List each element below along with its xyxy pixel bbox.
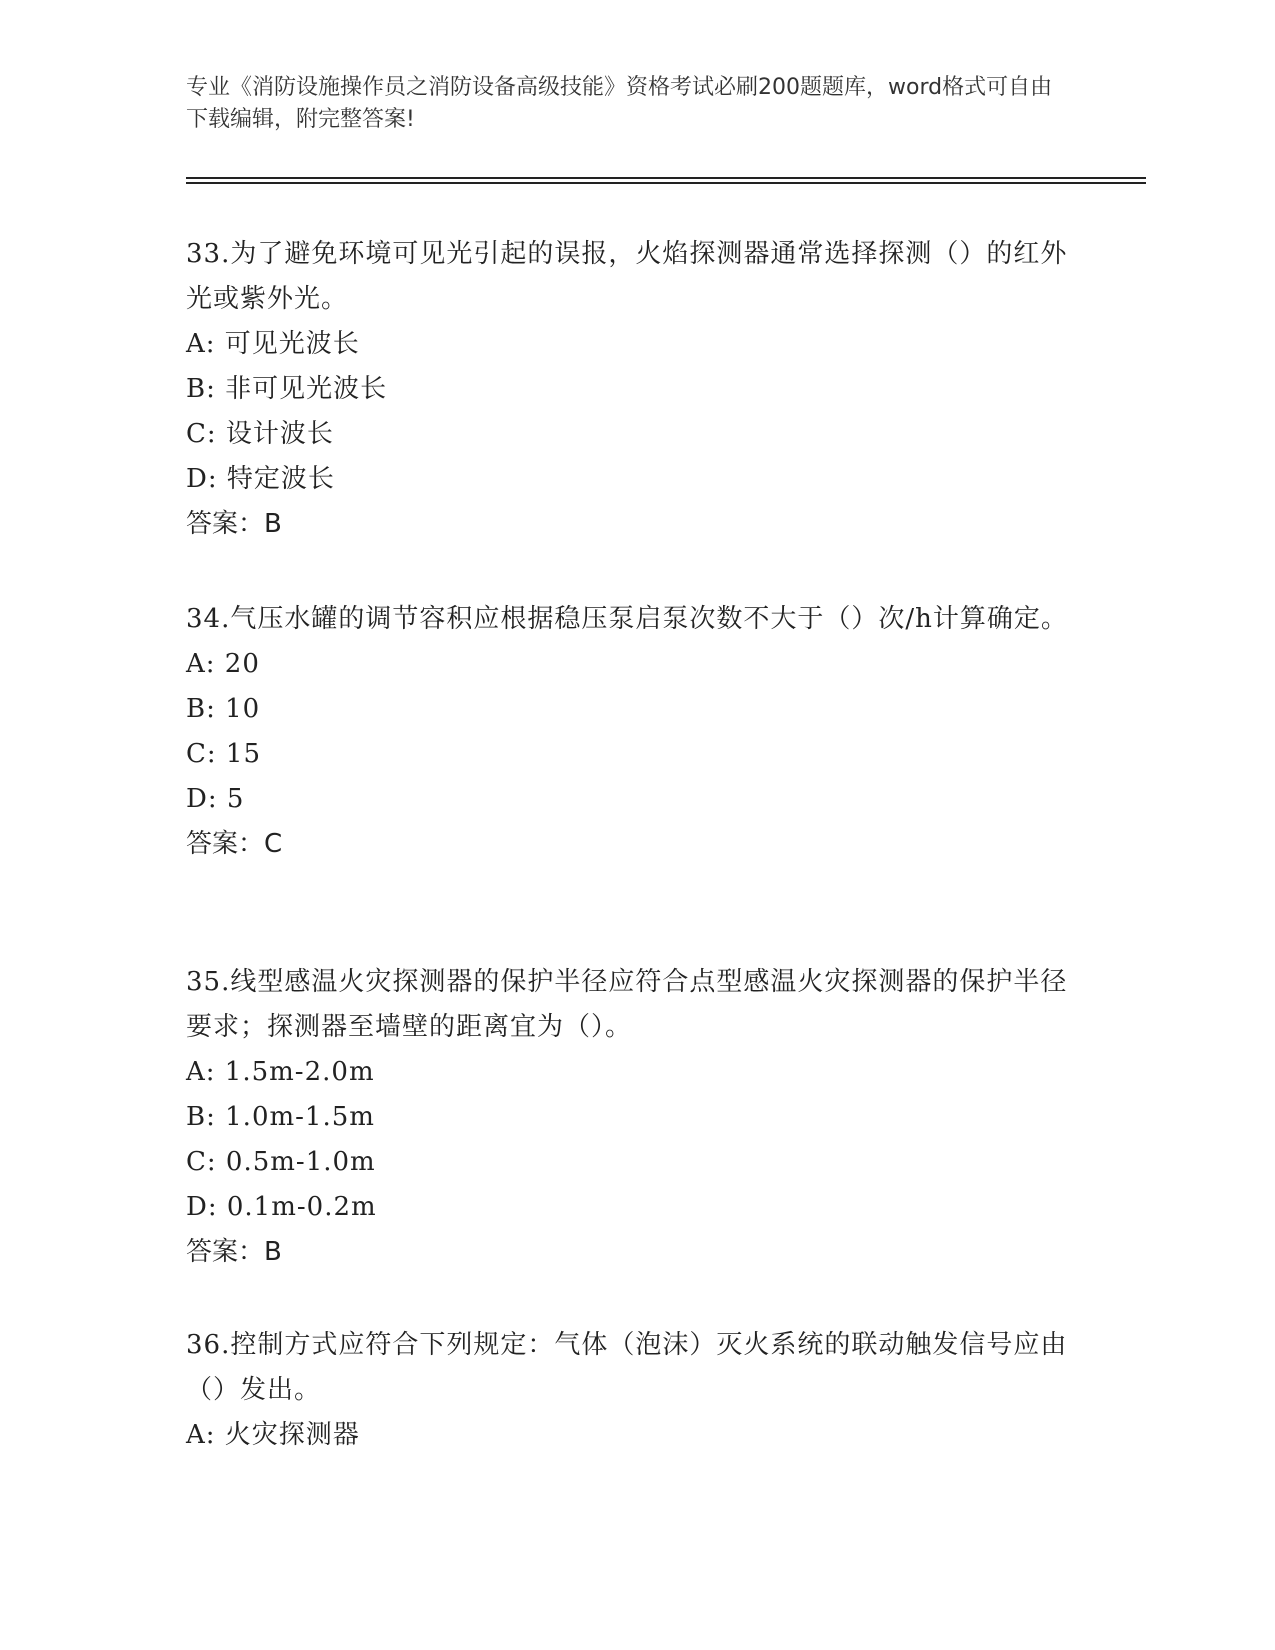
- question-33: [186, 232, 1086, 547]
- option-a: A: 20: [186, 649, 260, 679]
- option-b: B: 1.0m-1.5m: [186, 1102, 375, 1132]
- option-d: D: 5: [186, 784, 245, 814]
- option-a: A: 1.5m-2.0m: [186, 1057, 375, 1087]
- option-a: A: 可见光波长: [186, 329, 360, 359]
- question-stem: 33.为了避免环境可见光引起的误报，火焰探测器通常选择探测（）的红外光或紫外光。: [186, 239, 1068, 314]
- answer: 答案：C: [186, 829, 283, 859]
- header-divider-top: [186, 177, 1146, 179]
- option-c: C: 15: [186, 739, 262, 769]
- answer: 答案：B: [186, 509, 282, 539]
- option-c: C: 0.5m-1.0m: [186, 1147, 376, 1177]
- question-stem: 35.线型感温火灾探测器的保护半径应符合点型感温火灾探测器的保护半径要求；探测器至墙壁的距离宜为（）。: [186, 967, 1068, 1042]
- option-b: B: 非可见光波长: [186, 374, 388, 404]
- question-35: [186, 960, 1086, 1275]
- option-c: C: 设计波长: [186, 419, 334, 449]
- answer: 答案：B: [186, 1237, 282, 1267]
- question-stem: 36.控制方式应符合下列规定：气体（泡沫）灭火系统的联动触发信号应由（）发出。: [186, 1330, 1068, 1405]
- option-d: D: 特定波长: [186, 464, 335, 494]
- document-header: 专业《消防设施操作员之消防设备高级技能》资格考试必刷200题题库，word格式可自由下载编辑，附完整答案!: [186, 75, 1053, 132]
- option-a: A: 火灾探测器: [186, 1420, 360, 1450]
- option-d: D: 0.1m-0.2m: [186, 1192, 377, 1222]
- header-divider-bottom: [186, 182, 1146, 184]
- question-34: [186, 597, 1086, 867]
- question-36: [186, 1323, 1086, 1458]
- option-b: B: 10: [186, 694, 261, 724]
- question-stem: 34.气压水罐的调节容积应根据稳压泵启泵次数不大于（）次/h计算确定。: [186, 604, 1068, 634]
